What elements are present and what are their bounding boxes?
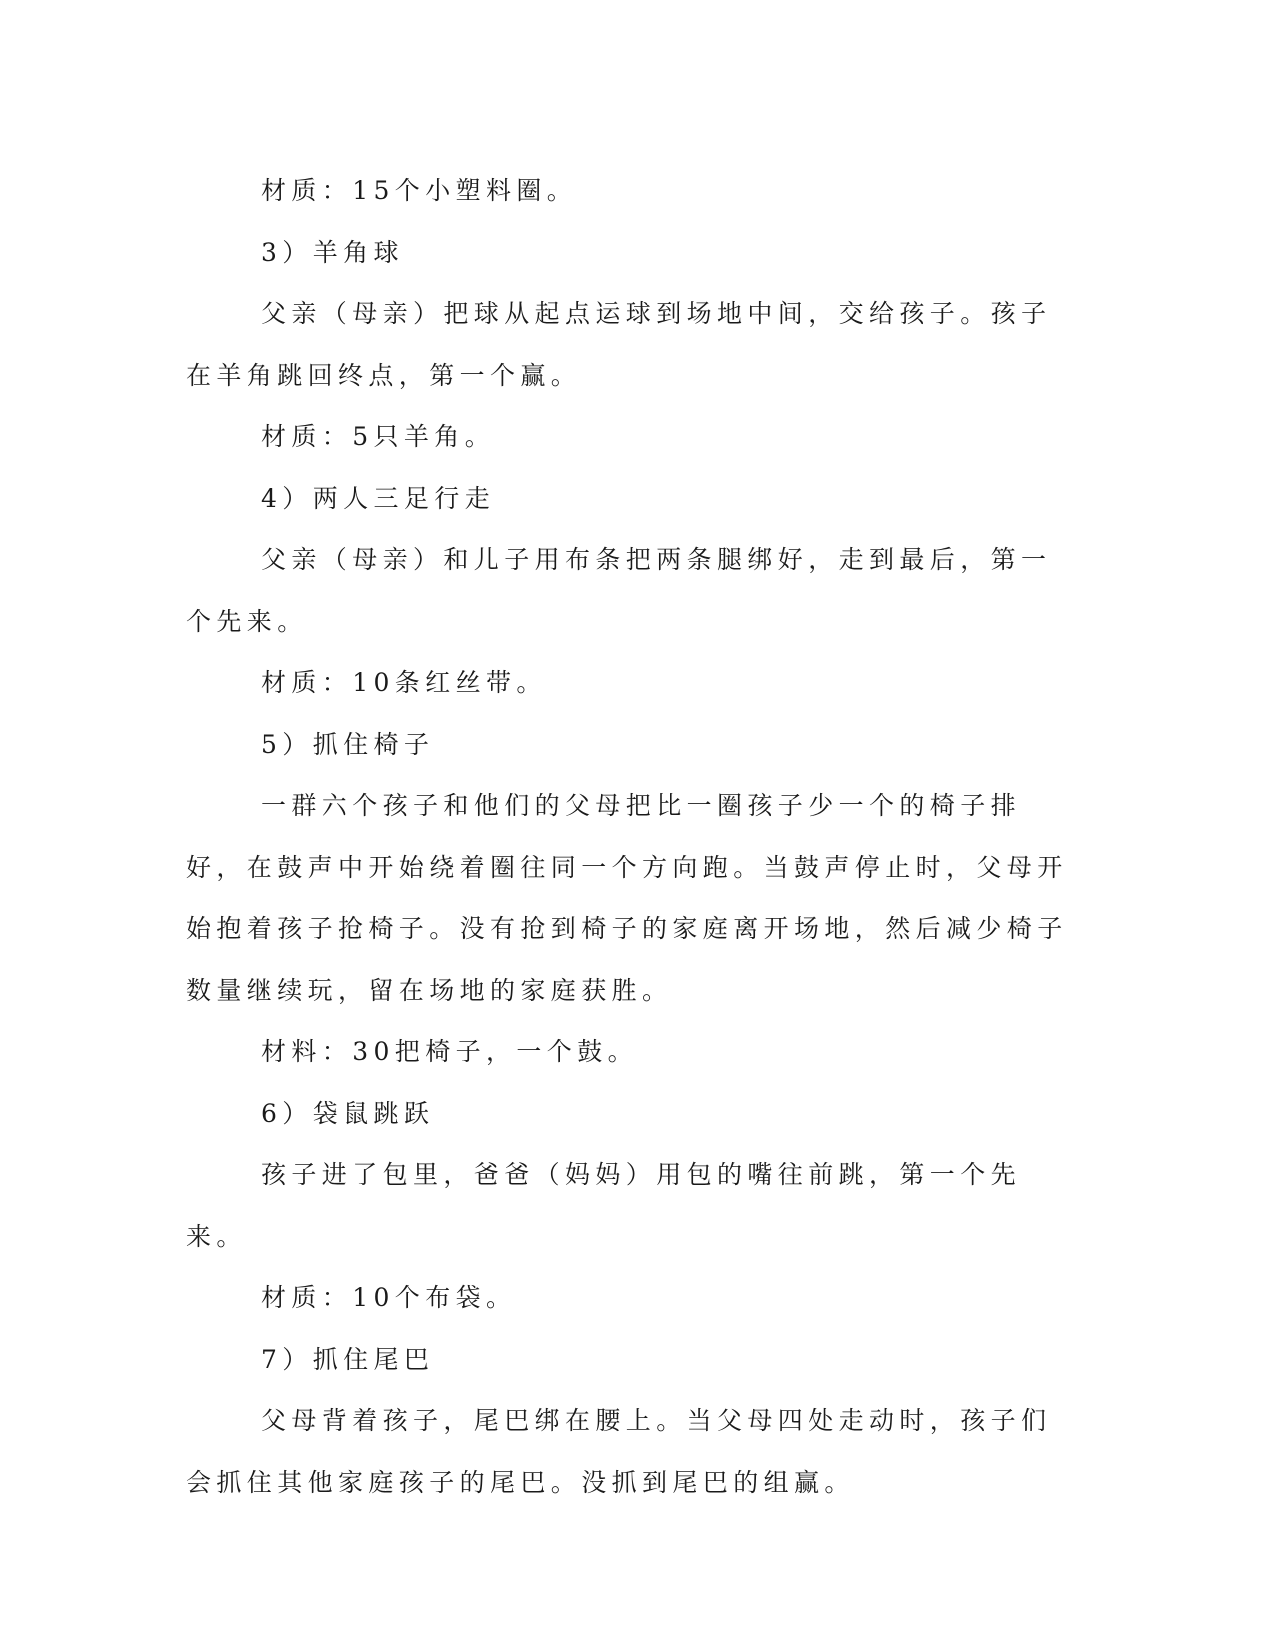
heading-catch-tail: 7）抓住尾巴 — [261, 1344, 435, 1374]
paragraph-material-cloth-bags: 材质：10个布袋。 — [261, 1283, 517, 1312]
paragraph-material-sheep-horns: 材质：5只羊角。 — [261, 422, 496, 451]
heading-grab-chair: 5）抓住椅子 — [261, 729, 435, 759]
paragraph-material-rings: 材质：15个小塑料圈。 — [261, 176, 578, 205]
paragraph-kangaroo-jump-rules: 孩子进了包里，爸爸（妈妈）用包的嘴往前跳，第一个先来。 — [186, 1160, 1022, 1251]
paragraph-grab-chair-rules: 一群六个孩子和他们的父母把比一圈孩子少一个的椅子排好，在鼓声中开始绕着圈往同一个方向跑。当鼓声停止时，父母开始抱着孩子抢椅子。没有抢到椅子的家庭离开场地，然后减少椅子数量继续玩，留在场地的家庭获胜。 — [186, 791, 1068, 1005]
heading-sheep-horn-ball: 3）羊角球 — [261, 237, 404, 267]
paragraph-three-legged-walk-rules: 父亲（母亲）和儿子用布条把两条腿绑好，走到最后，第一个先来。 — [186, 545, 1052, 636]
heading-three-legged-walk: 4）两人三足行走 — [261, 483, 496, 513]
document-body — [186, 160, 1071, 1513]
heading-kangaroo-jump: 6）袋鼠跳跃 — [261, 1098, 435, 1128]
paragraph-sheep-horn-ball-rules: 父亲（母亲）把球从起点运球到场地中间，交给孩子。孩子在羊角跳回终点，第一个赢。 — [186, 299, 1052, 390]
paragraph-material-ribbons: 材质：10条红丝带。 — [261, 668, 547, 697]
paragraph-material-chairs-drum: 材料：30把椅子，一个鼓。 — [261, 1037, 639, 1066]
paragraph-catch-tail-rules: 父母背着孩子，尾巴绑在腰上。当父母四处走动时，孩子们会抓住其他家庭孩子的尾巴。没抓到尾巴的组赢。 — [186, 1406, 1052, 1497]
